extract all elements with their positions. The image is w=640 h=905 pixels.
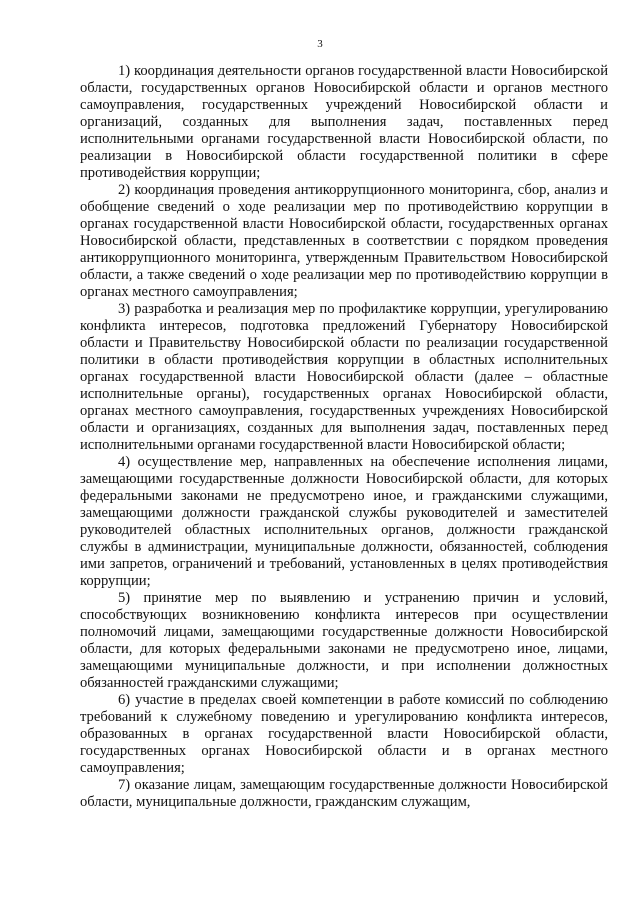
paragraph-item-5: 5) принятие мер по выявлению и устранению причин и условий, способствующих возникновению конфликта интересов при осуществлении полномочий лицами, замещающими государственные должности Новосибирской области, для которых федеральными законами не предусмотрено иное, лицами, замещающими муниципальные должности, и при исполнении должностных обязанностей гражданскими служащими; — [80, 590, 608, 691]
paragraph-item-6: 6) участие в пределах своей компетенции в работе комиссий по соблюдению требований к служебному поведению и урегулированию конфликта интересов, образованных в органах государственной власти Новосибирской области, государственных органах Новосибирской области и в органах местного самоуправления; — [80, 692, 608, 776]
paragraph-item-3: 3) разработка и реализация мер по профилактике коррупции, урегулированию конфликта интересов, подготовка предложений Губернатору Новосибирской области и Правительству Новосибирской области по реализации государственной политики в области противодействия коррупции в областных исполнительных органах государственной власти Новосибирской области (далее – областные исполнительные органы), государственных органах Новосибирской области, органах местного самоуправления, государственных учреждениях Новосибирской области и организациях, созданных для выполнения задач, поставленных перед исполнительными органами государственной власти Новосибирской области; — [80, 301, 608, 453]
paragraph-item-2: 2) координация проведения антикоррупционного мониторинга, сбор, анализ и обобщение сведений о ходе реализации мер по противодействию коррупции в органах государственной власти Новосибирской области, государственных органах Новосибирской области, представленных в соответствии с порядком проведения антикоррупционного мониторинга, утвержденным Правительством Новосибирской области, а также сведений о ходе реализации мер по противодействию коррупции в органах местного самоуправления; — [80, 182, 608, 300]
paragraph-item-4: 4) осуществление мер, направленных на обеспечение исполнения лицами, замещающими государственные должности Новосибирской области, для которых федеральными законами не предусмотрено иное, и гражданскими служащими, замещающими должности гражданской службы руководителей и заместителей руководителей областных исполнительных органов, должности гражданской службы в администрации, муниципальные должности, обязанностей, соблюдения ими запретов, ограничений и требований, установленных в целях противодействия коррупции; — [80, 454, 608, 589]
document-body — [80, 63, 608, 811]
paragraph-item-1: 1) координация деятельности органов государственной власти Новосибирской области, государственных органов Новосибирской области и органов местного самоуправления, государственных учреждений Новосибирской области и организаций, созданных для выполнения задач, поставленных перед исполнительными органами государственной власти Новосибирской области, по реализации в Новосибирской области государственной политики в сфере противодействия коррупции; — [80, 63, 608, 181]
paragraph-item-7: 7) оказание лицам, замещающим государственные должности Новосибирской области, муниципальные должности, гражданским служащим, — [80, 777, 608, 810]
page-number: 3 — [317, 38, 323, 50]
